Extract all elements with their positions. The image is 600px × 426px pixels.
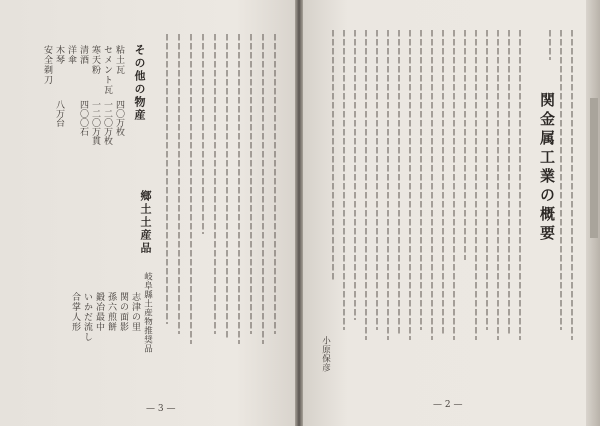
text-line [365,30,367,340]
text-line [475,30,477,340]
other-product-name: 洋傘 [66,45,76,65]
local-product-item: 関の面影 [118,292,128,332]
other-product-qty: 一二〇万枚 [102,100,112,145]
text-line [464,30,466,260]
text-line [343,30,345,330]
text-line [442,30,444,335]
text-line [178,34,180,334]
local-product-item: 志津の里 [130,292,140,332]
author-name: 小原保彦 [320,336,331,372]
text-line [202,34,204,234]
local-product-item: 孫六煎餅 [106,292,116,332]
local-product-item: 合掌人形 [70,292,80,332]
text-line [238,34,240,344]
text-line [387,30,389,340]
other-product-qty: 八万台 [54,100,64,127]
text-line [453,30,455,340]
text-line [508,30,510,335]
page-title: 関金属工業の概要 [538,92,556,244]
text-line [166,34,168,324]
text-line [431,30,433,340]
other-product-qty: 四〇万枚 [114,100,124,136]
text-line [409,30,411,340]
text-line [250,34,252,334]
page-number-left: — 3 — [146,404,176,414]
other-product-name: 粘土瓦 [114,45,124,75]
other-product-name: 清酒 [78,45,88,65]
text-line [214,34,216,334]
section-heading-local-products: 鄉土土産品 [139,190,152,255]
text-line [571,30,573,340]
page-clip [590,98,598,238]
text-line [519,30,521,340]
text-line [486,30,488,330]
other-product-qty: 四〇〇石 [78,100,88,136]
text-line [274,34,276,334]
text-line [332,30,334,280]
text-line [376,30,378,330]
other-product-qty: 一二〇万貫 [90,100,100,145]
other-product-name: 安全剃刀 [42,45,52,85]
local-product-item: 鍛冶最中 [94,292,104,332]
text-line [549,30,551,60]
text-line [226,34,228,339]
left-page [0,0,295,426]
section-heading-other-products: その他の物産 [133,44,146,122]
right-page [303,0,600,426]
text-line [420,30,422,330]
text-line [497,30,499,340]
other-product-name: 寒天粉 [90,45,100,75]
text-line [190,34,192,344]
local-products-source: 岐阜縣土産物推奨品 [142,272,153,353]
text-line [354,30,356,320]
text-line [398,30,400,335]
other-product-name: 木琴 [54,45,64,65]
other-product-name: セメント瓦 [102,45,112,95]
text-line [262,34,264,344]
book-gutter [295,0,303,426]
page-number-right: — 2 — [433,400,463,410]
text-line [560,30,562,330]
local-product-item: いかだ流し [82,292,92,342]
